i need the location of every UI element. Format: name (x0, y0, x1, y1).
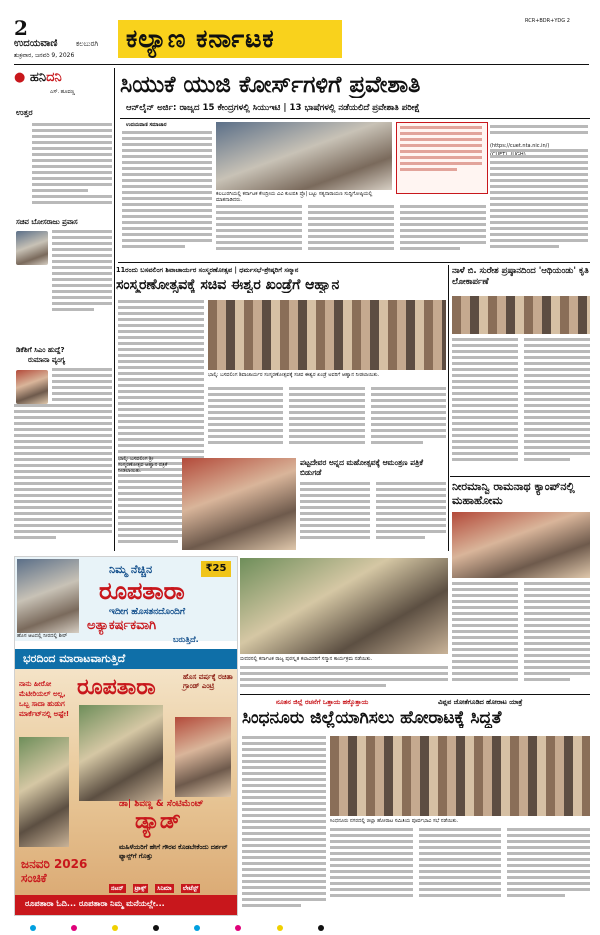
reg-dot-icon (71, 925, 77, 931)
ad-top-line: ನಿಮ್ಮ ನೆಚ್ಚಿನ (109, 563, 153, 576)
ad-actress-photo (175, 717, 231, 797)
page-number: 2 (14, 16, 28, 40)
column-text-3 (14, 368, 112, 548)
story6-caption: ಸಿಂಧನೂರು ನಗರದಲ್ಲಿ ಜಿಲ್ಲಾ ಹೋರಾಟ ಸಮಿತಿಯ ಪೂರ್ವಭಾವಿ ಸಭೆ ನಡೆಯಿತು. (330, 818, 459, 824)
color-marks: RCR+BDR+YDG 2 (525, 18, 570, 24)
paper-name: ಉದಯವಾಣಿ (14, 38, 58, 49)
story5-rule (240, 694, 590, 695)
ad-tag: ಲೇಟೆಸ್ಟ್ (182, 885, 199, 892)
ad-line3: ಅತ್ಯಾಕರ್ಷಕವಾಗಿ (87, 618, 157, 633)
reg-dot-icon (30, 925, 36, 931)
column-brand (14, 70, 62, 85)
story4-photo (452, 512, 590, 578)
story5-caption: ಬೀದರನಲ್ಲಿ ಕರ್ನಾಟಕ ರಾಜ್ಯ ಪುರಸ್ಕೃತ ಕಲಾವಿದರಿಗೆ ಸನ್ಮಾನ ಕಾರ್ಯಕ್ರಮ ನಡೆಯಿತು. (240, 656, 373, 662)
ad-tag: ನಟನ್ (111, 885, 124, 892)
story2-photo (208, 300, 446, 370)
lead-dateline: ಉದಯವಾಣಿ ಸಮಾಚಾರ (126, 122, 167, 128)
ad-line2: ಇದೀಗ ಹೊಸತನದೊಂದಿಗೆ (109, 607, 186, 617)
story2-text-sub (300, 482, 446, 548)
story3-headline: ನಾಳೆ ಬಿ. ಸುರೇಶ ಪ್ರಷ್ಠಾನದಿಂದ 'ಆಥಿಯಂಡು' ಕೃತಿ ಲೋಕಾರ್ಪಣೆ (452, 266, 589, 287)
story3-text (452, 338, 590, 472)
masthead (0, 0, 600, 66)
column-divider (114, 68, 115, 551)
reg-dot-icon (194, 925, 200, 931)
story2-text-mid (208, 387, 446, 455)
reg-dot-icon (153, 925, 159, 931)
column-heading-3: ಡಿಕೆಶಿಗೆ ಸಿಎಂ ಹುದ್ದೆ? (16, 346, 65, 354)
reg-dot-icon (277, 925, 283, 931)
ad-cover-star: ಡಾ| ಶಿವಣ್ಣ & ಸೆಂಟಿಮೆಂಟ್ (119, 799, 204, 809)
ad-tags (109, 875, 235, 892)
story4-text (452, 582, 590, 690)
brand-part2: ದನಿ (46, 70, 62, 85)
issue-date: ಶುಕ್ರವಾರ, ಜನವರಿ 9, 2026 (14, 52, 75, 59)
reg-dot-icon (318, 925, 324, 931)
ad-line4: ಬರುತ್ತಿದೆ. (173, 635, 199, 644)
lead-photo-caption: ಕಲಬುರಗಿಯಲ್ಲಿ ಕರ್ನಾಟಕ ಕೇಂದ್ರೀಯ ವಿವಿ ಕುಲಪತಿ ಪ್ರೊ| ಬಟ್ಟು ಸತ್ಯನಾರಾಯಣ ಸುದ್ದಿಗೋಷ್ಠಿಯಲ್ಲಿ ಮಾತನಾಡಿದರು. (216, 191, 373, 203)
lead-photo (216, 122, 392, 190)
section-title: ಕಲ್ಯಾಣ ಕರ್ನಾಟಕ (126, 24, 275, 53)
story6-headline: ಸಿಂಧನೂರು ಜಿಲ್ಲೆಯಾಗಿಸಲು ಹೋರಾಟಕ್ಕೆ ಸಿದ್ಧತೆ (242, 708, 502, 728)
lead-text-bottom (216, 205, 486, 261)
column-heading-3-sub: ರುಮಾನಾ ವ್ಯಂಗ್ಯ (28, 356, 66, 364)
story6-text-right (330, 828, 590, 910)
ad-cover-title: ಡ್ಯಾಡ್ (135, 809, 181, 834)
story2-caption: ಭಾಲ್ಕಿ: ಬಸವಲಿಂಗ ಶಿವಾಚಾರ್ಯರ ಸಂಸ್ಮರಣೋತ್ಸವಕ್ಕೆ ಸಚಿವ ಈಶ್ವರ ಖಂಡ್ರೆ ಅವರಿಗೆ ಆಹ್ವಾನ ನೀಡಲಾಯಿತು. (208, 372, 380, 378)
ad-footer: ರೂಪತಾರಾ ಓದಿ... ರೂಪತಾರಾ ನಿಮ್ಮ ಮನೆಯಲ್ಲೇ... (25, 899, 165, 908)
story6-photo (330, 736, 590, 816)
story2-kicker: 11ರಂದು ಬಸವಲಿಂಗ ಶಿವಾಚಾರ್ಯರ ಸಂಸ್ಮರಣೋತ್ಸವ | ಧರ್ಮಸಭೆ-ಶ್ರೇಷ್ಠರಿಗೆ ಸನ್ಮಾನ (116, 266, 299, 274)
lead-bottom-rule (118, 262, 590, 263)
ad-mystery: ಮಹಿಳೆಯರಿಗೆ ಹೇಗೆ ಗೌರವ ಕೊಡಬೇಕೆಂದು ದರ್ಶನ್ ಫ್ಯಾನ್ಸ್‌ಗೆ ಗೊತ್ತು (119, 843, 228, 860)
story2-divider (448, 265, 449, 551)
ad-brand: ರೂಪತಾರಾ (99, 577, 185, 605)
brand-part1: ಹನಿ (29, 70, 47, 85)
story2-headline: ಸಂಸ್ಮರಣೋತ್ಸವಕ್ಕೆ ಸಚಿವ ಈಶ್ವರ ಖಂಡ್ರೆಗೆ ಆಹ್ವಾನ (116, 277, 340, 293)
story4-headline: ನೀರಮಾನ್ವಿ ರಾಮನಾಥ ಕ್ಯಾಂಪ್‌ನಲ್ಲಿ ಮಹಾಹೋಮ (452, 480, 575, 507)
ad-new-tag: ಹೊಸ ವರ್ಷಕ್ಕೆ ರಚಿತಾ ಗ್ರಾಂಡ್ ಎಂಟ್ರಿ (183, 673, 233, 690)
ad-kid-caption: ಹೊಸ ಆಟದಲ್ಲಿ ನೀರದಲ್ಲಿ ಶೀರ್ (17, 633, 68, 639)
story3-rule (450, 476, 590, 477)
ad-hero-line: ನಾನು ಹೀರೋ ಮೆಟೀರಿಯಲ್ ಅಲ್ಲ, ಒಬ್ಬ ಸಾದಾ ಹುಡುಗ ಮಾರ್ಕೆಟ್‌ನಲ್ಲಿ ಅಷ್ಟೇ! (19, 680, 70, 718)
ad-kid-photo (17, 559, 79, 633)
rupatara-ad[interactable] (14, 556, 238, 916)
lead-url: (https://cuet.nta.nic.in/) (490, 143, 550, 149)
story6-kicker2: ವಿಪ್ಲವ ಜೋತೆಗೂಡಿದ ಹೋರಾಟ ಯಾತ್ರೆ (438, 698, 523, 706)
ad-price-tag: ₹25 (201, 561, 231, 577)
column-section (14, 68, 112, 551)
ad-tag: ಸಿನಿಮಾ (157, 885, 172, 892)
column-heading-1: ಉತ್ತರ (16, 108, 33, 117)
column-text-2 (14, 230, 112, 340)
ad-issue: ಜನವರಿ 2026 ಸಂಚಿಕೆ (21, 857, 88, 885)
story5-text (240, 666, 448, 692)
masthead-rule (14, 64, 589, 65)
lead-highlight-text (400, 126, 482, 186)
ad-star-photo (79, 705, 163, 801)
reg-dot-icon (112, 925, 118, 931)
story6-text-left (242, 736, 326, 910)
ad-hero-photo (19, 737, 69, 847)
column-byline: ಎಸ್. ಹೂವಣ್ಣ (50, 89, 75, 95)
lead-text-right (490, 125, 588, 260)
registration-marks (30, 916, 590, 924)
story2-side-caption: ಭಾಲ್ಕಿ: ಬಸವಲಿಂಗ ಶ್ರೀ ಸಂಸ್ಮರಣೋತ್ಸವ ಆಹ್ವಾನ ಪತ್ರಿಕೆ ನೀಡಲಾಯಿತು. (118, 456, 168, 474)
brand-dot-icon: ● (14, 70, 26, 85)
ad-selling: ಭರದಿಂದ ಮಾರಾಟವಾಗುತ್ತಿದೆ (23, 652, 126, 665)
edition-name: ಕಲಬುರಗಿ (76, 40, 99, 48)
story6-kicker: ನೂತನ ಜಿಲ್ಲೆ ರಚನೆಗೆ ಒತ್ತಾಯ ಹಕ್ಕೊತ್ತಾಯ (276, 698, 369, 706)
column-heading-2: ಸಚಿವ ಬೋಸರಾಜು ಪ್ರವಾಸ (16, 218, 78, 226)
story5-photo (240, 558, 448, 654)
ad-cover-brand: ರೂಪತಾರಾ (77, 675, 156, 700)
story3-photo (452, 296, 590, 334)
lead-text-left (122, 131, 212, 251)
story2-photo-2 (182, 458, 296, 550)
lead-subheadline: ಆನ್‌ಲೈನ್ ಅರ್ಜಿ: ರಾಜ್ಯದ 15 ಕೇಂದ್ರಗಳಲ್ಲಿ ಸಿಯುಇಟಿ | 13 ಭಾಷೆಗಳಲ್ಲಿ ನಡೆಯಲಿದೆ ಪ್ರವೇಶಾತಿ ಪರೀಕ್ಷೆ (126, 103, 420, 113)
lead-headline: ಸಿಯುಕೆ ಯುಜಿ ಕೋರ್ಸ್‌ಗಳಿಗೆ ಪ್ರವೇಶಾತಿ (120, 72, 421, 98)
column-text-1 (32, 123, 112, 211)
story2-sub-headline: ಪಟ್ಟದೇವರ ಅನ್ನದ ಮಹೋತ್ಸವಕ್ಕೆ ಆಮಂತ್ರಣ ಪತ್ರಿಕೆ ಬಿಡುಗಡೆ (300, 458, 424, 477)
ad-tag: ಟ್ರಾಕ್ಸ್ (134, 885, 147, 892)
reg-dot-icon (235, 925, 241, 931)
lead-rule (120, 118, 590, 119)
